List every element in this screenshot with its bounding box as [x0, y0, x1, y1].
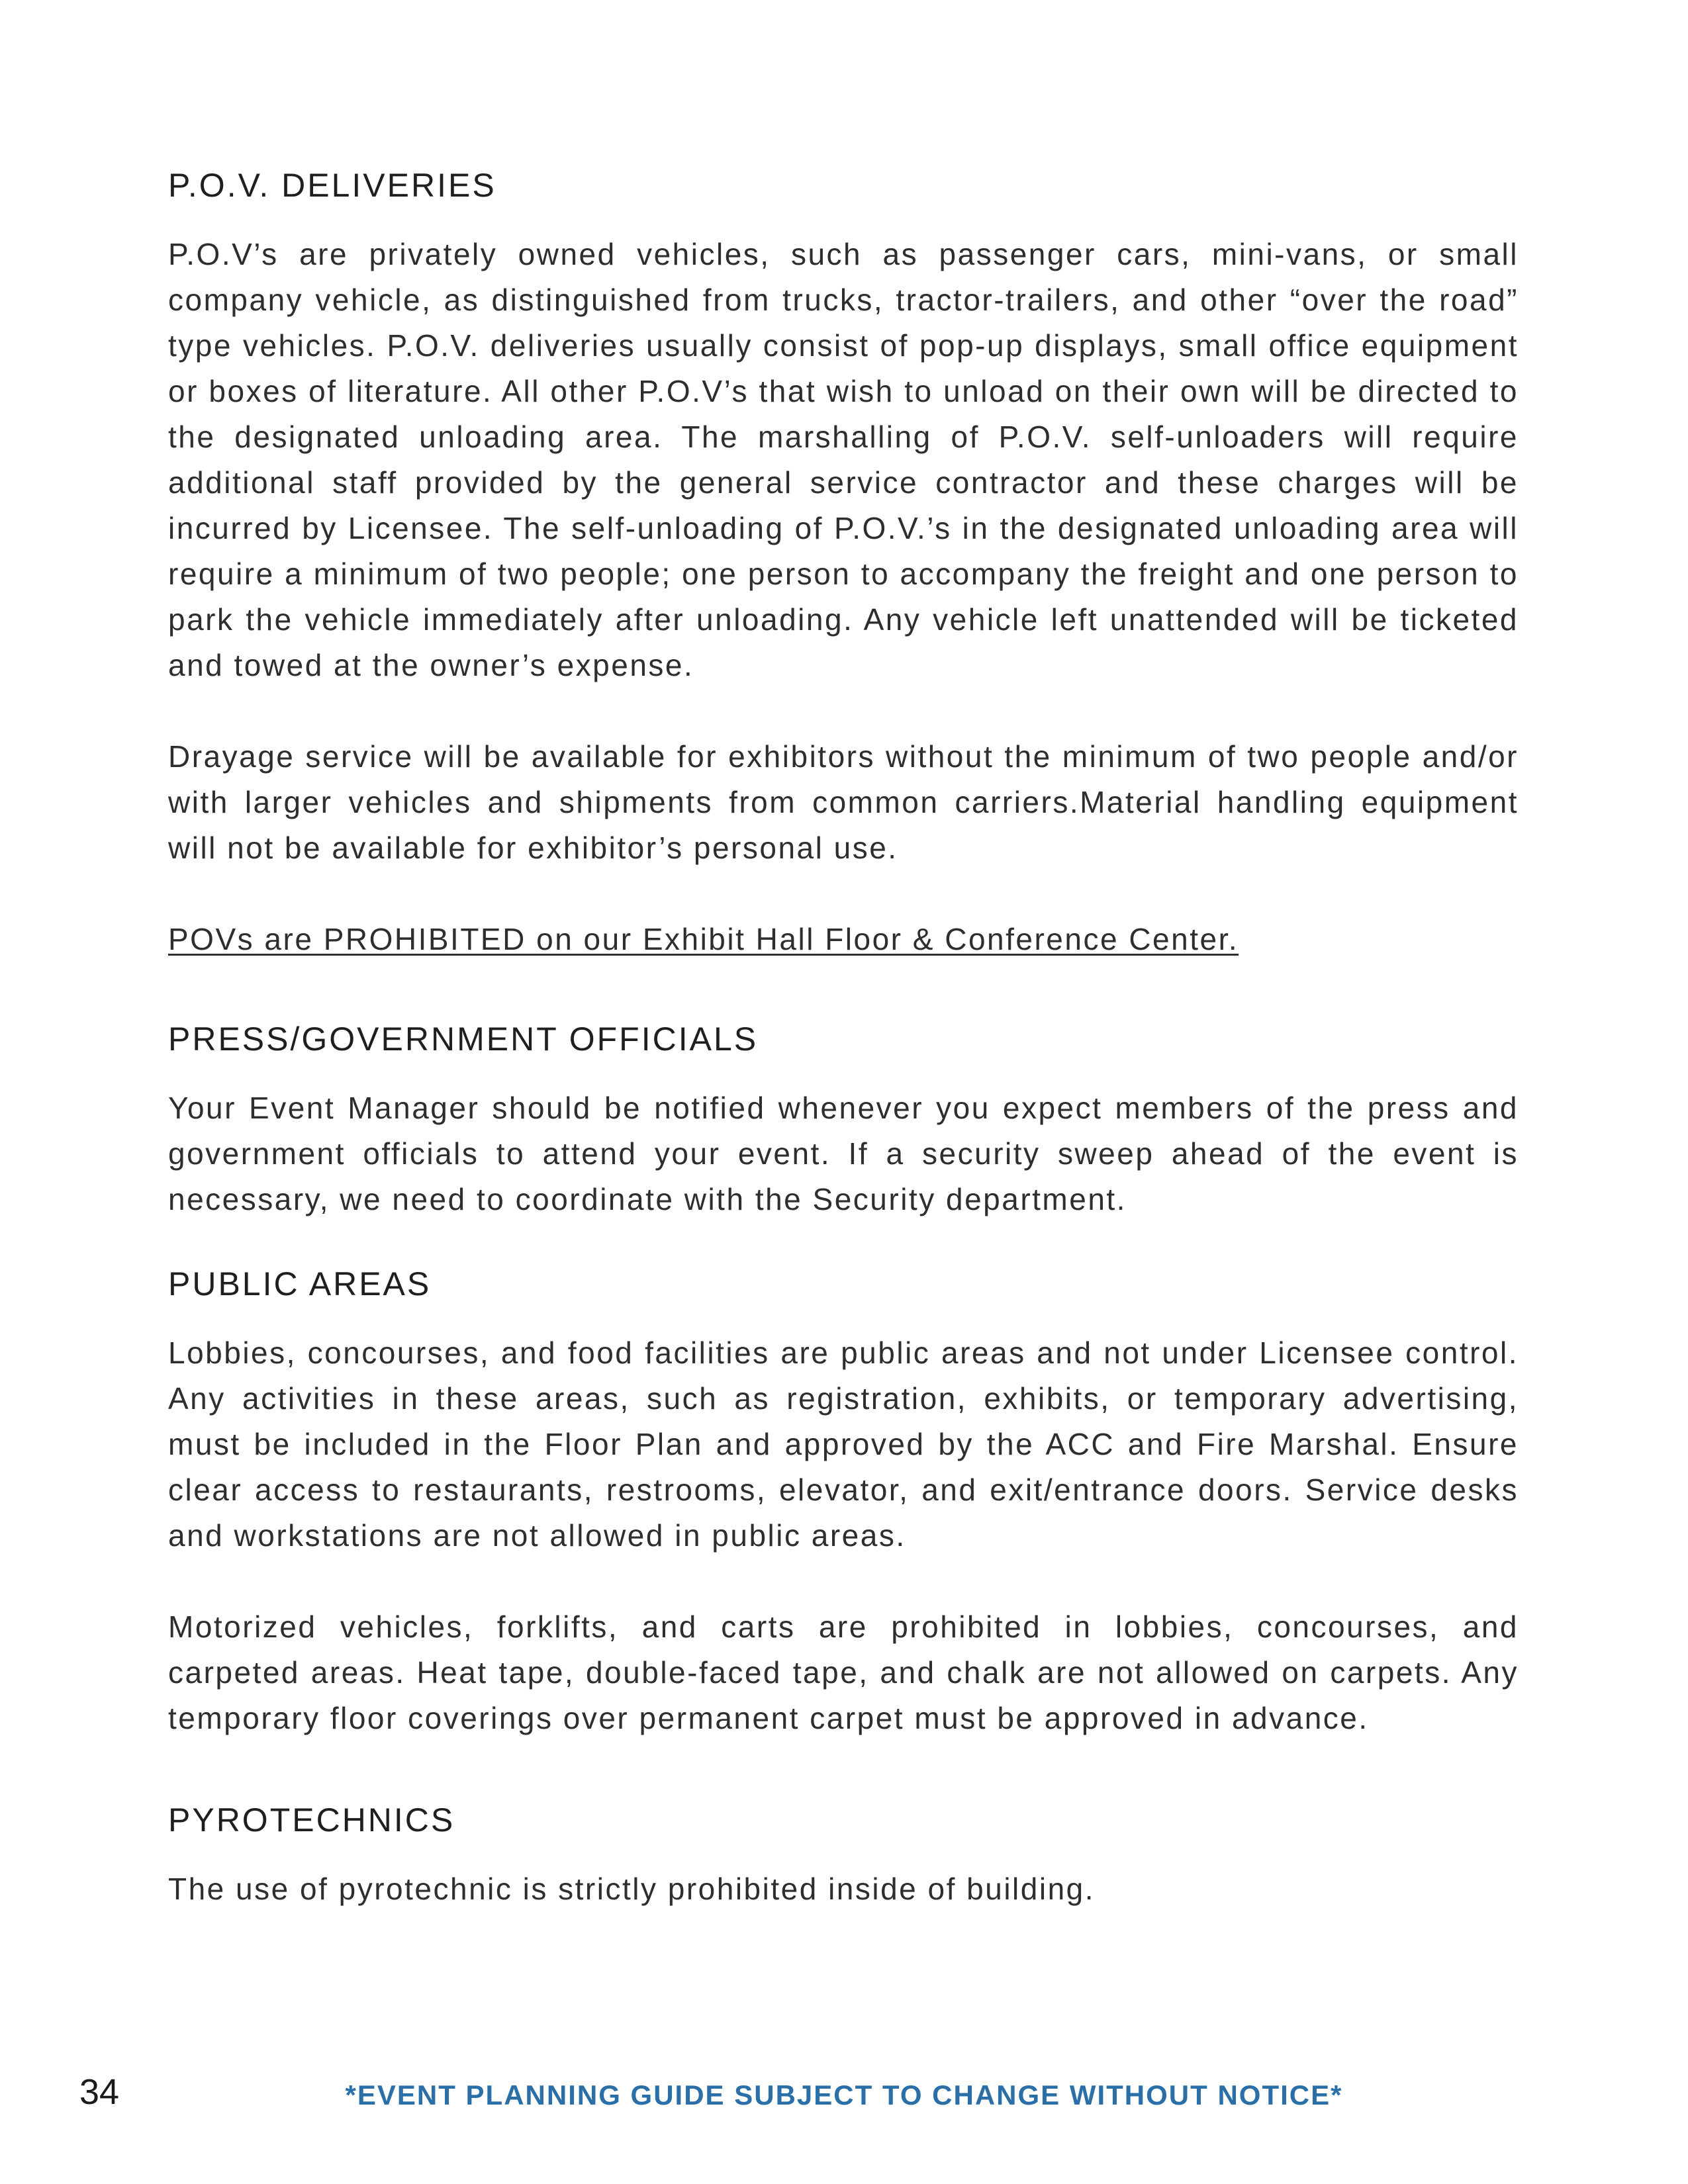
section-pyrotechnics — [168, 1794, 1519, 1912]
footer-notice: *EVENT PLANNING GUIDE SUBJECT TO CHANGE WITHOUT NOTICE* — [345, 2079, 1343, 2111]
paragraph: P.O.V’s are privately owned vehicles, such as passenger cars, mini-vans, or small company vehicle, as distinguished from trucks, tractor-trailers, and other “over the road” type vehicles. P.O.V. deliveries usually consist of pop-up displays, small office equipment or boxes of literature. All other P.O.V’s that wish to unload on their own will be directed to the designated unloading area. The marshalling of P.O.V. self-unloaders will require additional staff provided by the general service contractor and these charges will be incurred by Licensee. The self-unloading of P.O.V.’s in the designated unloading area will require a minimum of two people; one person to accompany the freight and one person to park the vehicle immediately after unloading. Any vehicle left unattended will be ticketed and towed at the owner’s expense. — [168, 237, 1519, 682]
paragraph: Motorized vehicles, forklifts, and carts are prohibited in lobbies, concourses, and carpeted areas. Heat tape, double-faced tape, and chalk are not allowed on carpets. Any temporary floor coverings over permanent carpet must be approved in advance. — [168, 1610, 1519, 1735]
section-press-government-officials — [168, 1013, 1519, 1222]
paragraph: The use of pyrotechnic is strictly prohibited inside of building. — [168, 1872, 1096, 1906]
section-heading: P.O.V. DELIVERIES — [168, 167, 496, 204]
section-heading: PRESS/GOVERNMENT OFFICIALS — [168, 1021, 759, 1058]
section-pov-deliveries — [168, 159, 1519, 962]
page-number: 34 — [79, 2072, 120, 2112]
paragraph: Drayage service will be available for exhibitors without the minimum of two people and/or with larger vehicles and shipments from common carriers.Material handling equipment will not be available for exhibitor’s personal use. — [168, 739, 1519, 865]
section-heading: PYROTECHNICS — [168, 1801, 455, 1839]
section-heading: PUBLIC AREAS — [168, 1265, 432, 1302]
prohibited-notice: POVs are PROHIBITED on our Exhibit Hall Floor & Conference Center. — [168, 922, 1239, 956]
paragraph: Lobbies, concourses, and food facilities are public areas and not under Licensee control. Any activities in these areas, such as registration, exhibits, or temporary advertising, must be included in the Floor Plan and approved by the ACC and Fire Marshal. Ensure clear access to restaurants, restrooms, elevator, and exit/entrance doors. Service desks and workstations are not allowed in public areas. — [168, 1336, 1519, 1553]
paragraph: Your Event Manager should be notified whenever you expect members of the press and government officials to attend your event. If a security sweep ahead of the event is necessary, we need to coordinate with the Security department. — [168, 1091, 1519, 1216]
section-public-areas — [168, 1257, 1519, 1741]
